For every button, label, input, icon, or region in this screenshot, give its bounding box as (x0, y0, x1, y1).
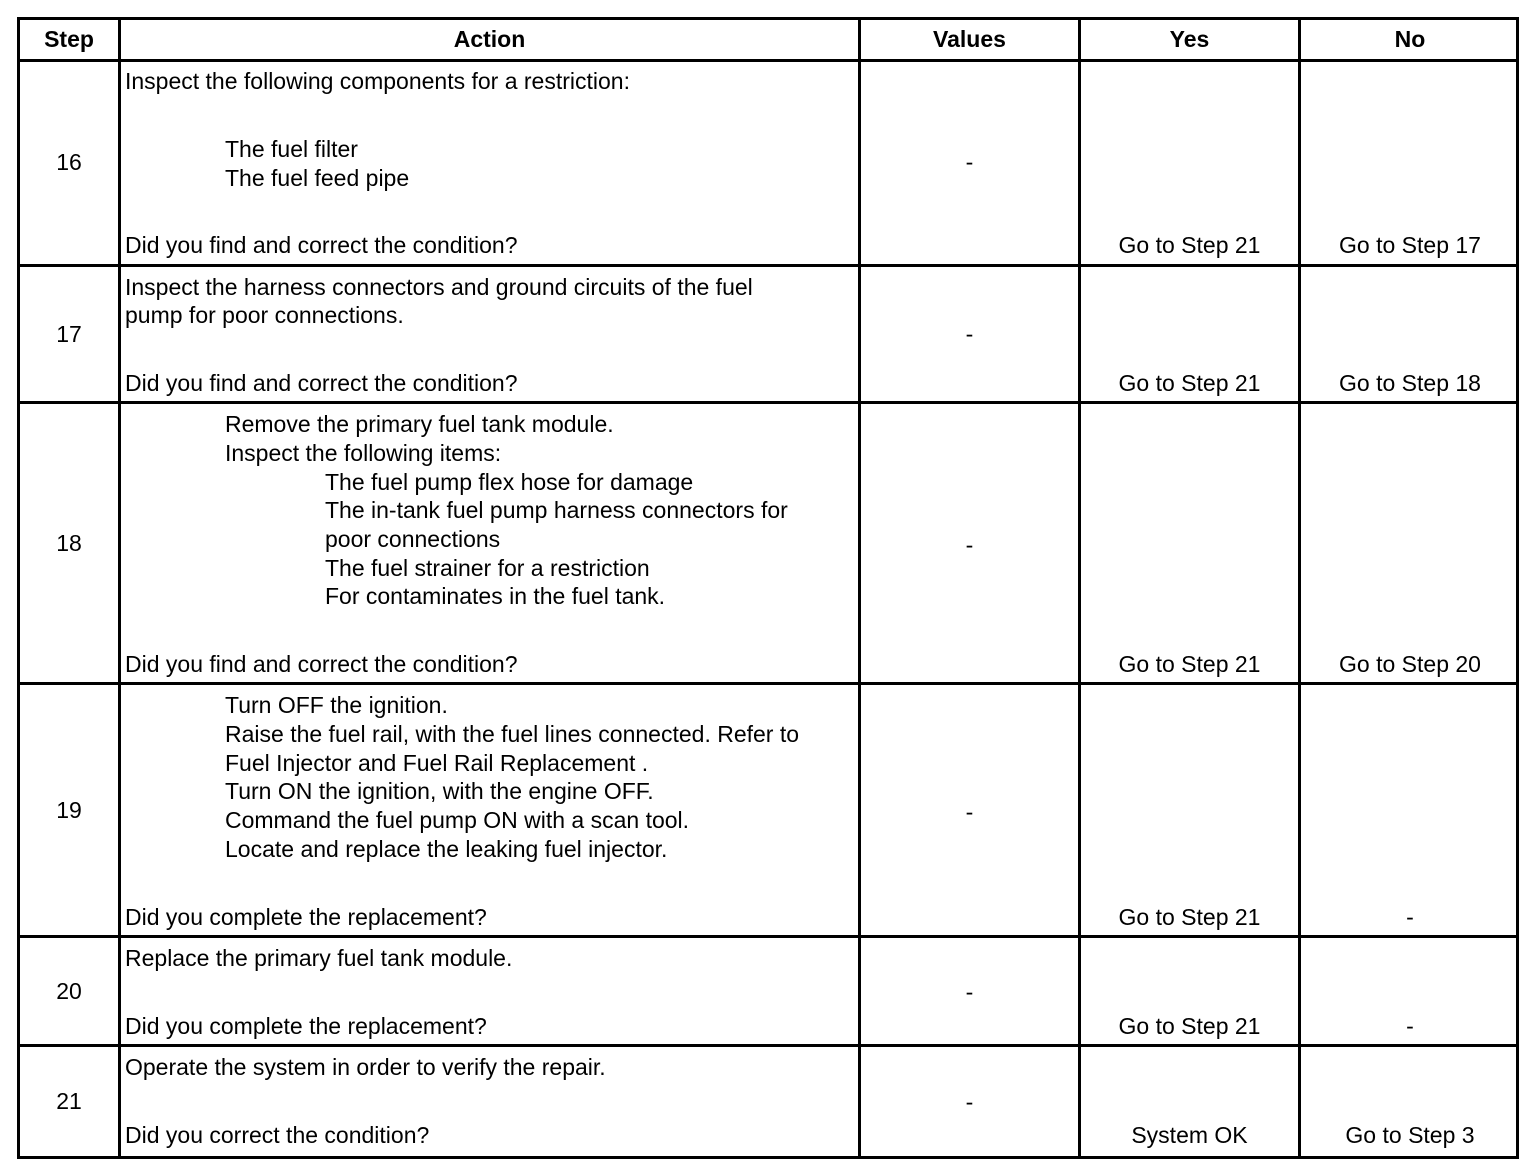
values-cell: - (965, 149, 974, 175)
action-item: Locate and replace the leaking fuel injector. (225, 836, 668, 862)
action-item: Remove the primary fuel tank module. (225, 411, 614, 437)
action-item: Turn ON the ignition, with the engine OFF. (225, 778, 654, 804)
row-divider (20, 264, 1516, 267)
action-item: The fuel feed pipe (225, 165, 410, 191)
header-values: Values (933, 26, 1006, 52)
row-divider (20, 59, 1516, 62)
no-cell: Go to Step 17 (1339, 232, 1481, 258)
yes-cell: Go to Step 21 (1118, 651, 1261, 677)
no-cell: Go to Step 18 (1339, 370, 1481, 396)
no-cell: - (1406, 904, 1414, 930)
header-action: Action (453, 26, 526, 52)
row-divider (20, 682, 1516, 685)
yes-cell: System OK (1131, 1122, 1248, 1148)
action-subitem: The in-tank fuel pump harness connectors for (325, 497, 788, 523)
yes-cell: Go to Step 21 (1118, 370, 1261, 396)
step-number: 16 (56, 149, 82, 175)
diagnostic-table (17, 17, 1519, 1159)
action-item: Command the fuel pump ON with a scan tool. (225, 807, 690, 833)
action-item: Turn OFF the ignition. (225, 692, 448, 718)
header-no: No (1394, 26, 1426, 52)
yes-cell: Go to Step 21 (1118, 1013, 1261, 1039)
row-divider (20, 401, 1516, 404)
action-question: Did you complete the replacement? (125, 1013, 487, 1039)
action-question: Did you find and correct the condition? (125, 370, 518, 396)
row-divider (20, 935, 1516, 938)
step-number: 21 (56, 1088, 82, 1114)
action-intro: Inspect the following components for a restriction: (125, 68, 630, 94)
values-cell: - (965, 979, 974, 1005)
action-intro: pump for poor connections. (125, 302, 404, 328)
action-subitem: The fuel pump flex hose for damage (325, 469, 694, 495)
values-cell: - (965, 1089, 974, 1115)
yes-cell: Go to Step 21 (1118, 904, 1261, 930)
values-cell: - (965, 799, 974, 825)
step-number: 20 (56, 978, 82, 1004)
action-subitem: For contaminates in the fuel tank. (325, 583, 666, 609)
header-yes: Yes (1169, 26, 1210, 52)
no-cell: Go to Step 20 (1339, 651, 1481, 677)
step-number: 17 (56, 321, 82, 347)
step-number: 19 (56, 797, 82, 823)
no-cell: Go to Step 3 (1345, 1122, 1475, 1148)
column-divider (118, 20, 121, 1156)
step-number: 18 (56, 530, 82, 556)
action-question: Did you find and correct the condition? (125, 232, 518, 258)
action-intro: Replace the primary fuel tank module. (125, 945, 513, 971)
column-divider (1298, 20, 1301, 1156)
values-cell: - (965, 532, 974, 558)
yes-cell: Go to Step 21 (1118, 232, 1261, 258)
action-intro: Inspect the harness connectors and ground circuits of the fuel (125, 274, 753, 300)
action-question: Did you complete the replacement? (125, 904, 487, 930)
action-subitem: The fuel strainer for a restriction (325, 555, 650, 581)
action-subitem: poor connections (325, 526, 501, 552)
action-item: Inspect the following items: (225, 440, 502, 466)
action-question: Did you correct the condition? (125, 1122, 430, 1148)
column-divider (1078, 20, 1081, 1156)
action-item: Raise the fuel rail, with the fuel lines connected. Refer to (225, 721, 800, 747)
action-item: The fuel filter (225, 136, 358, 162)
action-intro: Operate the system in order to verify the repair. (125, 1054, 606, 1080)
header-step: Step (44, 26, 94, 52)
no-cell: - (1406, 1013, 1414, 1039)
row-divider (20, 1044, 1516, 1047)
action-question: Did you find and correct the condition? (125, 651, 518, 677)
values-cell: - (965, 321, 974, 347)
action-item: Fuel Injector and Fuel Rail Replacement . (225, 750, 649, 776)
